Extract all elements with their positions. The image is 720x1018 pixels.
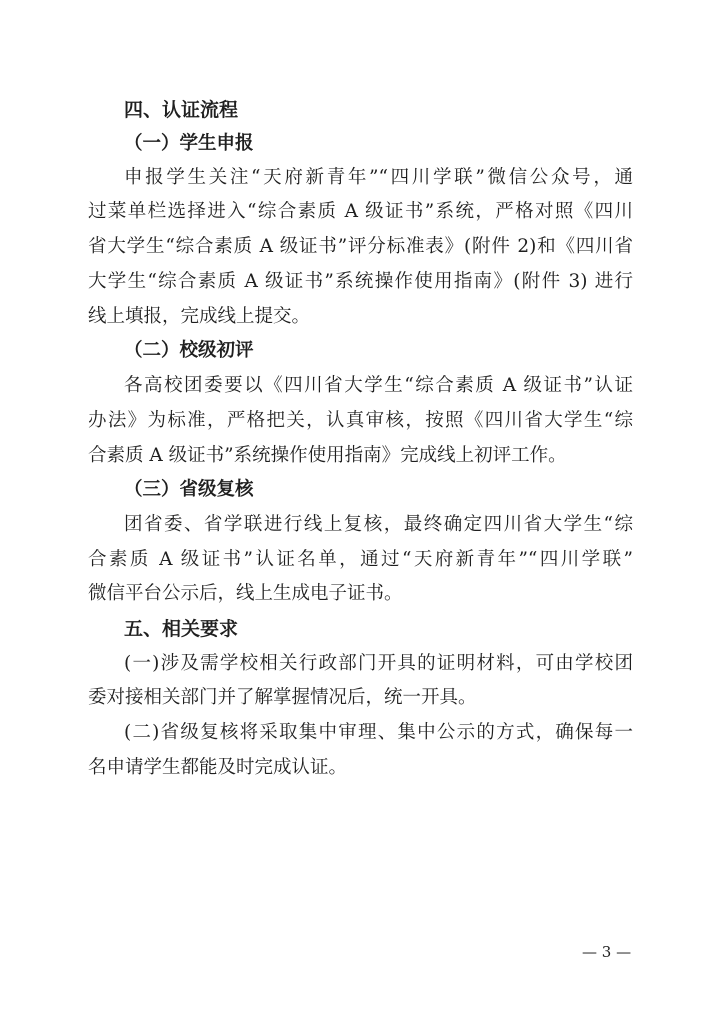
paragraph-line: 团省委、省学联进行线上复核，最终确定四川省大学生“综 [124, 514, 633, 535]
subsection-title-provincial-check: （三）省级复核 [124, 479, 254, 500]
page-number: — 3 — [582, 943, 632, 961]
paragraph-line: 合素质 A 级证书”认证名单，通过“天府新青年”“四川学联” [88, 549, 633, 570]
subsection-title-student-application: （一）学生申报 [124, 133, 254, 154]
section-heading-certification-process: 四、认证流程 [124, 99, 239, 121]
paragraph-line: 委对接相关部门并了解掌握情况后，统一开具。 [88, 687, 477, 708]
paragraph-line: (二)省级复核将采取集中审理、集中公示的方式，确保每一 [124, 722, 633, 743]
paragraph-line: 大学生“综合素质 A 级证书”系统操作使用指南》(附件 3) 进行 [88, 271, 633, 292]
paragraph-line: 办法》为标准，严格把关，认真审核，按照《四川省大学生“综 [88, 410, 633, 431]
paragraph-line: 申报学生关注“天府新青年”“四川学联”微信公众号，通 [124, 167, 633, 188]
paragraph-line: 省大学生“综合素质 A 级证书”评分标准表》(附件 2)和《四川省 [88, 236, 633, 257]
paragraph-line: 合素质 A 级证书”系统操作使用指南》完成线上初评工作。 [88, 445, 567, 466]
subsection-title-school-review: （二）校级初评 [124, 340, 254, 361]
paragraph-line: 线上填报，完成线上提交。 [88, 306, 311, 327]
section-heading-requirements: 五、相关要求 [124, 618, 239, 640]
paragraph-line: (一)涉及需学校相关行政部门开具的证明材料，可由学校团 [124, 653, 633, 674]
paragraph-line: 微信平台公示后，线上生成电子证书。 [88, 583, 403, 604]
paragraph-line: 名申请学生都能及时完成认证。 [88, 757, 348, 778]
paragraph-line: 过菜单栏选择进入“综合素质 A 级证书”系统，严格对照《四川 [88, 201, 633, 222]
paragraph-line: 各高校团委要以《四川省大学生“综合素质 A 级证书”认证 [124, 375, 633, 396]
